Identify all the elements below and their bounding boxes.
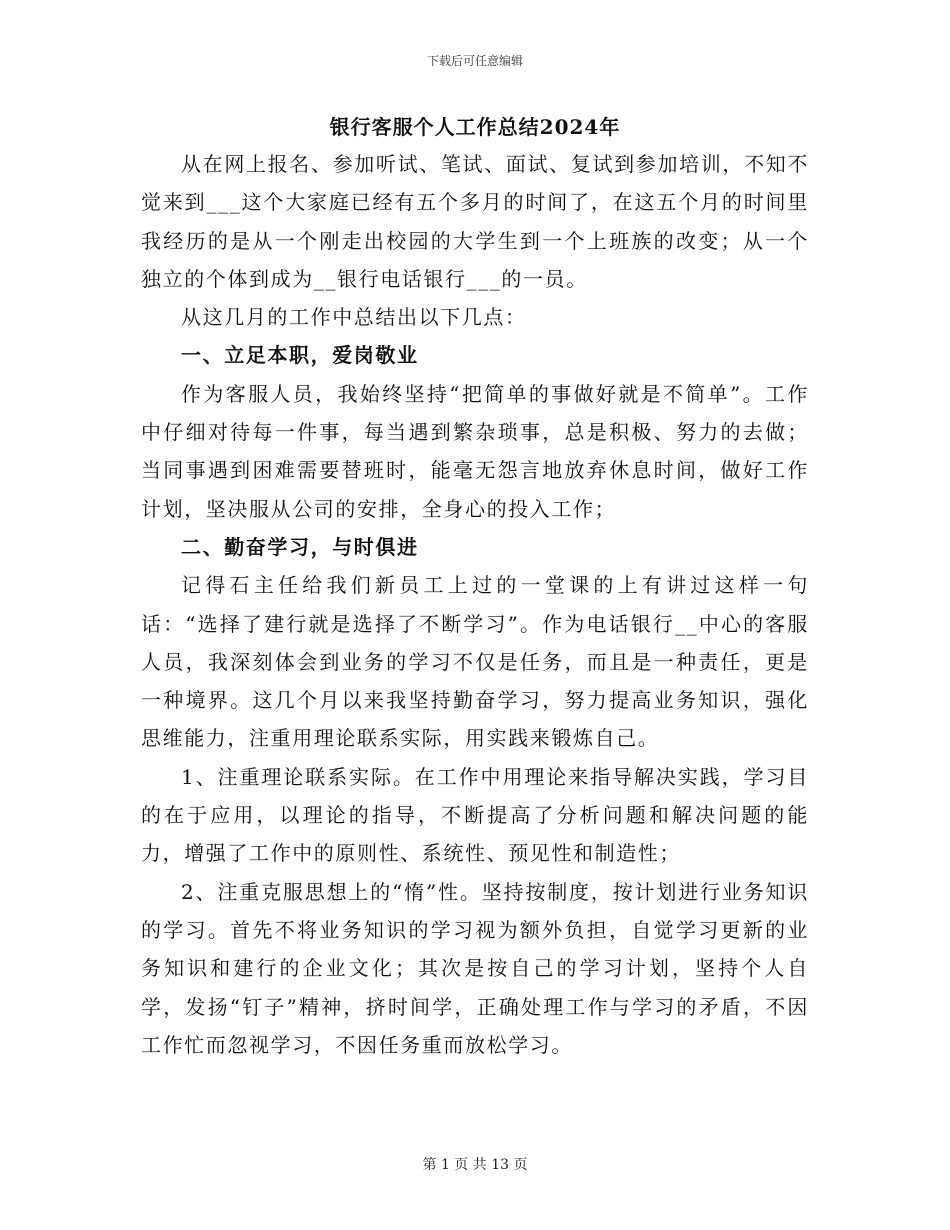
paragraph-point-2: 2、注重克服思想上的“惰”性。坚持按制度，按计划进行业务知识的学习。首先不将业务知识的学习视为额外负担，自觉学习更新的业务知识和建行的企业文化；其次是按自己的学习计划，坚持个人自学，发扬“钉子”精神，挤时间学，正确处理工作与学习的矛盾，不因工作忙而忽视学习，不因任务重而放松学习。 (141, 879, 809, 1057)
section-heading-2: 二、勤奋学习，与时俱进 (181, 534, 419, 559)
paragraph-section-2: 记得石主任给我们新员工上过的一堂课的上有讲过这样一句话：“选择了建行就是选择了不断学习”。作为电话银行__中心的客服人员，我深刻体会到业务的学习不仅是任务，而且是一种责任，更是一种境界。这几个月以来我坚持勤奋学习，努力提高业务知识，强化思维能力，注重用理论联系实际，用实践来锻炼自己。 (141, 573, 809, 751)
paragraph-section-1: 作为客服人员，我始终坚持“把简单的事做好就是不简单”。工作中仔细对待每一件事，每当遇到繁杂琐事，总是积极、努力的去做；当同事遇到困难需要替班时，能毫无怨言地放弃休息时间，做好工作计划，坚决服从公司的安排，全身心的投入工作； (141, 381, 809, 521)
document-body (141, 145, 809, 1064)
document-title: 银行客服个人工作总结2024年 (329, 115, 621, 139)
section-heading-1: 一、立足本职，爱岗敬业 (181, 343, 419, 368)
paragraph-point-1: 1、注重理论联系实际。在工作中用理论来指导解决实践，学习目的在于应用，以理论的指导，不断提高了分析问题和解决问题的能力，增强了工作中的原则性、系统性、预见性和制造性； (141, 764, 809, 866)
paragraph-summary-lead: 从这几月的工作中总结出以下几点： (181, 305, 527, 330)
page-header-note: 下载后可任意编辑 (426, 54, 523, 68)
page-number: 第 1 页 共 13 页 (422, 1157, 528, 1173)
paragraph-intro: 从在网上报名、参加听试、笔试、面试、复试到参加培训，不知不觉来到___这个大家庭已经有五个多月的时间了，在这五个月的时间里我经历的是从一个刚走出校园的大学生到一个上班族的改变；从一个独立的个体到成为__银行电话银行___的一员。 (141, 152, 809, 291)
